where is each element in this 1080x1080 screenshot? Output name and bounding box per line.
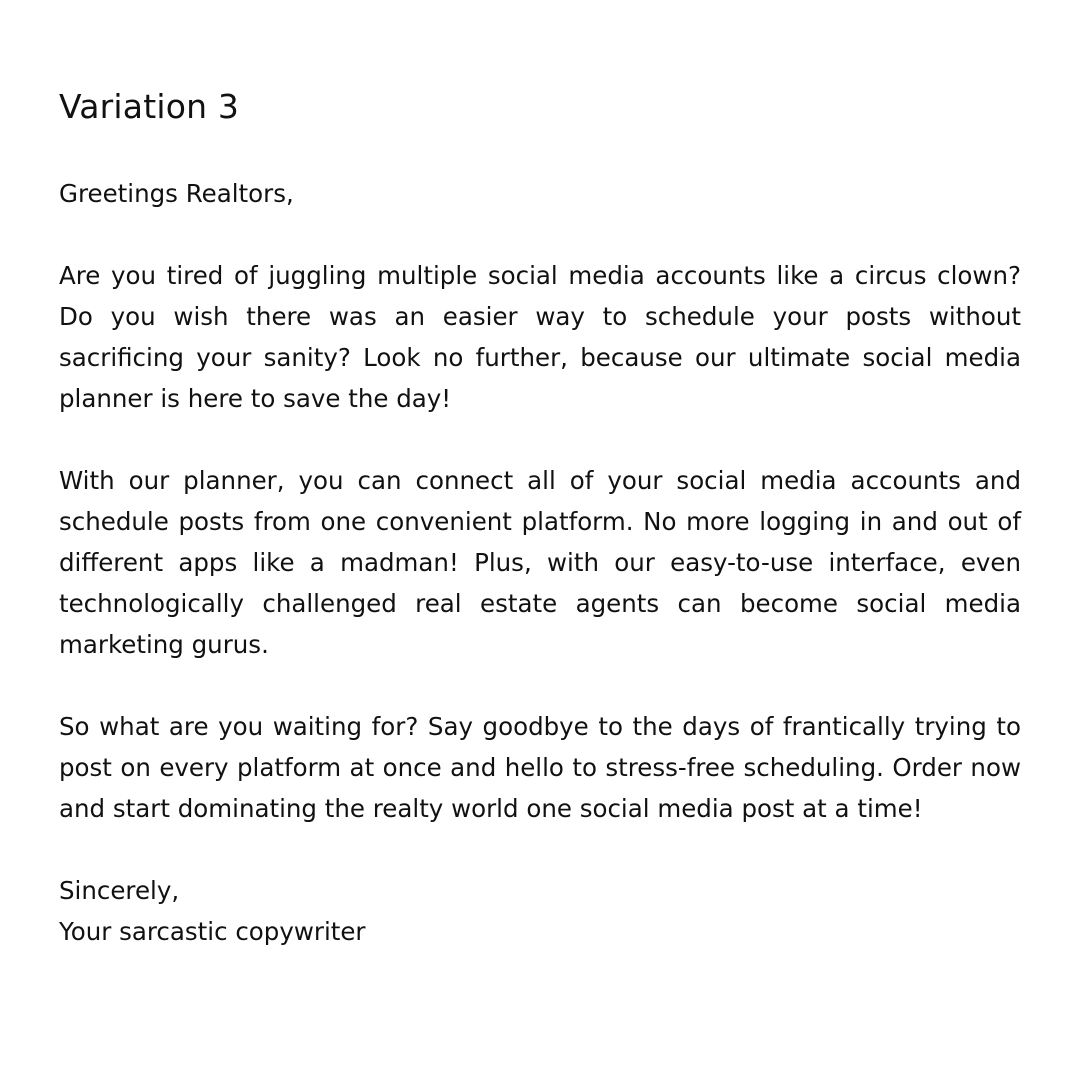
signoff-block: [59, 870, 1021, 952]
body-paragraph-1: Are you tired of juggling multiple social media accounts like a circus clown? Do you wish there was an easier way to schedule your posts without sacrificing your sanity? Look no further, because our ultimate social media planner is here to save the day!: [59, 261, 1021, 413]
body-paragraph-2: With our planner, you can connect all of your social media accounts and schedule posts from one convenient platform. No more logging in and out of different apps like a madman! Plus, with our easy-to-use interface, even technologically challenged real estate agents can become social media marketing gurus.: [59, 466, 1021, 659]
closing-line: Sincerely,: [59, 876, 180, 905]
greeting-line: Greetings Realtors,: [59, 179, 294, 208]
signature-line: Your sarcastic copywriter: [59, 917, 366, 946]
document-page: [59, 84, 1021, 952]
body-paragraph-3: So what are you waiting for? Say goodbye to the days of frantically trying to post on every platform at once and hello to stress-free scheduling. Order now and start dominating the realty world one social media post at a time!: [59, 712, 1021, 823]
document-title: Variation 3: [59, 87, 240, 126]
